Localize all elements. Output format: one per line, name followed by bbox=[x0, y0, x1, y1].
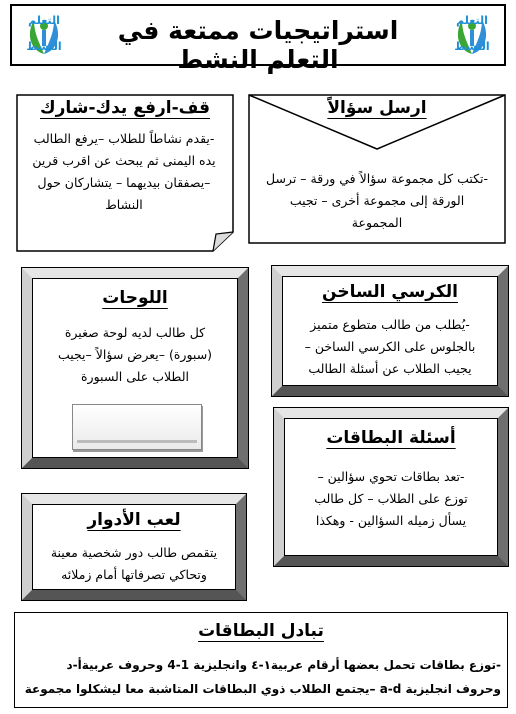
card-roles-body bbox=[32, 542, 236, 586]
header-box bbox=[10, 4, 506, 74]
card-hotseat-line: -يُطلب من طالب متطوع متميز bbox=[310, 317, 470, 332]
card-stand-line: –يصفقان بيديهما – يتشاركان حول bbox=[37, 175, 211, 190]
card-questions-line: توزع على الطلاب – كل طالب bbox=[314, 491, 468, 506]
card-boards-line: كل طالب لديه لوحة صغيرة bbox=[64, 325, 206, 340]
logo-left-text-bottom: النشط bbox=[26, 40, 62, 53]
card-stand bbox=[16, 94, 234, 252]
card-stand-line: يده اليمنى ثم يبحث عن اقرب قرين bbox=[32, 153, 216, 168]
card-roles-line: يتقمص طالب دور شخصية معينة bbox=[50, 545, 218, 560]
card-exchange-title: تبادل البطاقات bbox=[198, 621, 324, 641]
card-questions bbox=[274, 408, 508, 566]
logo-left-icon bbox=[20, 10, 68, 62]
card-questions-title: أسئلة البطاقات bbox=[326, 428, 456, 448]
card-boards-line: الطلاب على السبورة bbox=[81, 369, 189, 384]
logo-right-icon bbox=[448, 10, 496, 62]
card-questions-line: -تعد بطاقات تحوي سؤالين – bbox=[317, 469, 465, 484]
card-hotseat bbox=[272, 266, 508, 396]
card-exchange-body bbox=[17, 653, 501, 701]
logo-right-text-top: التعلم bbox=[456, 14, 488, 27]
card-questions-line: يسأل زميله السؤالين - وهكذا bbox=[315, 513, 467, 528]
card-send-line: الورقة إلى مجموعة أخرى – تجيب bbox=[289, 193, 465, 208]
card-boards-title: اللوحات bbox=[102, 288, 168, 308]
card-exchange-line: وحروف انجليزية a-d –يجتمع الطلاب ذوي البطاقات المتاشبة معا ليشكلوا مجموعة bbox=[24, 682, 501, 696]
card-hotseat-line: يجيب الطلاب عن أسئلة الطالب bbox=[308, 361, 472, 376]
card-stand-line: -يقدم نشاطاً للطلاب –يرفع الطالب bbox=[33, 131, 215, 146]
card-send-line: المجموعة bbox=[351, 215, 403, 230]
card-roles bbox=[22, 494, 246, 600]
card-stand-title: قف-ارفع يدك-شارك bbox=[39, 98, 211, 118]
card-send-body bbox=[252, 168, 502, 234]
card-hotseat-line: بالجلوس على الكرسي الساخن – bbox=[304, 339, 476, 354]
card-hotseat-title: الكرسي الساخن bbox=[322, 282, 458, 302]
card-roles-line: وتحاكي تصرفاتها أمام زملائه bbox=[61, 567, 207, 582]
card-roles-title: لعب الأدوار bbox=[87, 510, 181, 530]
whiteboard-icon bbox=[72, 404, 202, 450]
card-questions-body bbox=[284, 466, 498, 532]
card-stand-line: النشاط bbox=[105, 197, 143, 212]
card-send-title: ارسل سؤالاً bbox=[327, 98, 427, 118]
card-send bbox=[248, 94, 506, 244]
card-stand-body bbox=[20, 128, 228, 216]
card-exchange bbox=[14, 612, 508, 708]
card-send-line: -تكتب كل مجموعة سؤالاً في ورقة – ترسل bbox=[265, 171, 489, 186]
card-hotseat-body bbox=[282, 314, 498, 380]
card-boards-line: (سبورة) –يعرض سؤالاً –يجيب bbox=[57, 347, 213, 362]
card-boards-body bbox=[32, 322, 238, 388]
logo-right-text-bottom: النشط bbox=[454, 40, 490, 53]
card-exchange-line: -توزع بطاقات تحمل بعضها أرقام عربية١-٤ وانجليزية 1-4 وحروف عربيةأ-د bbox=[66, 658, 501, 672]
logo-left-text-top: التعلم bbox=[28, 14, 60, 27]
card-boards bbox=[22, 268, 248, 468]
page-title: استراتيجيات ممتعة في التعلم النشط bbox=[117, 16, 399, 74]
